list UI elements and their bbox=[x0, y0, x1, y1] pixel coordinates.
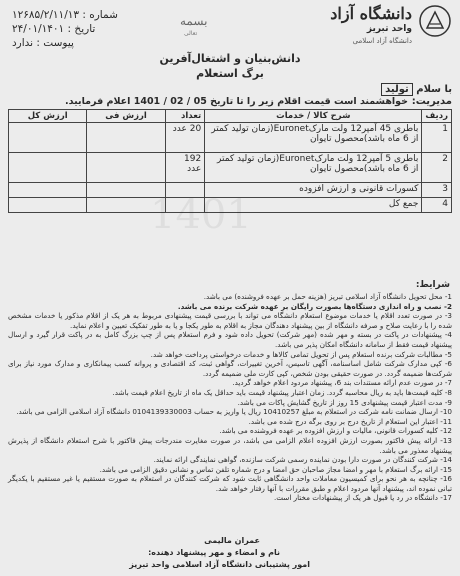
row-index: 1 bbox=[422, 123, 452, 153]
column-header: تعداد bbox=[165, 110, 205, 123]
condition-item: 10- ارسال ضمانت نامه شرکت در استعلام به مبلغ 10410257 ریال یا واریز به حساب 0104139330003 دانشگاه آزاد اسلامی الزامی می باشد. bbox=[16, 407, 452, 417]
column-header: ارزش فی bbox=[87, 110, 165, 123]
condition-item: 6- کپی مدارک شرکت شامل اساسنامه، آگهی تاسیس، آخرین تغییرات، گواهی ثبت، کد اقتصادی و پروانه کسب پیمانکاری و مدارک مورد نیاز برای شرکت‌ها ضمیمه گردد. در صورت حقیقی بودن شخص، کپی کارت ملی ضمیمه گردد. bbox=[8, 359, 452, 378]
support-unit-label: امور پشتیبانی دانشگاه آزاد اسلامی واحد تبریز bbox=[129, 560, 310, 569]
row-quantity: 192 عدد bbox=[165, 153, 205, 183]
condition-item: 15- ارائه برگ استعلام با مهر و امضا مجاز صاحبان حق امضا و درج شماره تلفن تماس و نشانی دقیق الزامی می باشد. bbox=[99, 464, 452, 474]
attachment-label: پیوست : ندارد bbox=[12, 37, 74, 49]
row-index: 2 bbox=[422, 153, 452, 183]
slogan: دانش‌بنیان و اشتغال‌آفرین bbox=[159, 52, 301, 65]
manager-name: عمران مالیمی bbox=[204, 536, 260, 545]
branch-name: واحد تبریز bbox=[366, 24, 412, 34]
condition-item: 1- محل تحویل دانشگاه آزاد اسلامی تبریز (هزینه حمل بر عهده فروشنده) می باشد. bbox=[203, 292, 452, 301]
recipient-line bbox=[381, 84, 452, 95]
row-index: 4 bbox=[422, 198, 452, 213]
number-value: ۱۲۶۸۵/۲/۱۱/۱۳ bbox=[12, 9, 80, 21]
row-total bbox=[9, 183, 87, 198]
condition-item: 16- چنانچه به هر نحو برای کمیسیون معاملات واحد دانشگاهی ثابت شود که شرکت کنندگان در استعلام به صورت مستقیم یا غیر مستقیم با یکدیگر تبانی نموده اند، پیشنهاد آنها مردود اعلام و طبق مقررات با آنها رفتار خواهد شد. bbox=[8, 474, 452, 493]
page-title: برگ استعلام bbox=[196, 67, 264, 80]
request-text: خواهشمند است قیمت اقلام زیر را تا تاریخ 05 / 02 / 1401 اعلام فرمایید. bbox=[65, 96, 408, 107]
table-header-row bbox=[9, 110, 452, 123]
watermark: 1401 bbox=[150, 192, 252, 238]
date-value: ۲۴/۰۱/۱۴۰۱ bbox=[12, 23, 65, 35]
row-total bbox=[9, 198, 87, 213]
condition-item: 5- مطالبات شرکت برنده استعلام پس از تحویل تمامی کالاها و خدمات درخواستی پرداخت خواهد شد. bbox=[150, 349, 452, 359]
document-meta bbox=[12, 8, 152, 50]
row-index: 3 bbox=[422, 183, 452, 198]
condition-item: 13- ارائه پیش فاکتور بصورت ارزش افزوده اعلام الزامی می باشد، در صورت مغایرت مندرجات پیش فاکتور با شرح استعلام دانشگاه از پذیرش پیشنهاد معذور می باشد. bbox=[8, 435, 452, 455]
row-total bbox=[9, 123, 87, 153]
row-description: باطری 5 آمپر12 ولت مارکEuronet(زمان تولید کمتر از 6 ماه باشد)محصول تایوان bbox=[205, 153, 422, 183]
header-stamp: بسمه bbox=[180, 14, 208, 28]
table-row bbox=[9, 123, 452, 153]
row-description: کسورات قانونی و ارزش افزوده bbox=[205, 183, 422, 198]
university-subtitle: دانشگاه آزاد اسلامی bbox=[352, 37, 412, 45]
condition-item: 7- در صورت عدم ارائه مستندات بند 6، پیشنهاد مردود اعلام خواهد گردید. bbox=[232, 378, 452, 388]
condition-item: 4- پیشنهادات در پاکت در بسته و مهر شده (مهر شرکت) تحویل داده شود و فرم استعلام پس از چپ بزرگ کامل به در پاکت قرار گیرد و ارسال پیشنهاد قیمت فقط از سامانه دانشگاه امکان پذیر می باشد. bbox=[8, 330, 452, 349]
date-label: تاریخ : bbox=[67, 23, 96, 35]
condition-item: 8- کلیه قیمت‌ها باید به ریال محاسبه گردد. زمان اعتبار پیشنهاد قیمت باید حداقل یک ماه از تاریخ اعلام قیمت باشد. bbox=[112, 387, 452, 397]
condition-item: 2- نصب و راه اندازی دستگاه‌ها بصورت رایگان بر عهده شرکت برنده می باشد. bbox=[177, 301, 452, 311]
conditions-title: شرایط: bbox=[415, 280, 450, 290]
row-total bbox=[9, 153, 87, 183]
conditions-list bbox=[8, 292, 452, 503]
condition-item: 17- دانشگاه در رد یا قبول هر یک از پیشنهادات مختار است. bbox=[273, 493, 452, 503]
column-header: شرح کالا / خدمات bbox=[205, 110, 422, 123]
row-description: جمع کل bbox=[205, 198, 422, 213]
row-unit-price bbox=[87, 123, 165, 153]
row-description: باطری 45 آمپر12 ولت مارکEuronet(زمان تولید کمتر از 6 ماه باشد)محصول تایوان bbox=[205, 123, 422, 153]
university-name: دانشگاه آزاد bbox=[330, 4, 412, 23]
table-row bbox=[9, 153, 452, 183]
condition-item: 14- شرکت کنندگان در صورت دارا بودن نماینده رسمی شرکت سازنده، گواهی نمایندگی ارائه نمایند. bbox=[153, 455, 452, 465]
recipient-name: تولید bbox=[381, 83, 413, 96]
row-unit-price bbox=[87, 153, 165, 183]
condition-item: 12- کلیه کسورات قانونی، مالیات و ارزش افزوده بر عهده فروشنده می باشد. bbox=[219, 426, 452, 436]
column-header: ارزش کل bbox=[9, 110, 87, 123]
university-logo-icon bbox=[418, 4, 452, 38]
greeting: با سلام bbox=[416, 84, 452, 95]
row-quantity: 20 عدد bbox=[165, 123, 205, 153]
seller-signature-label: نام و امضاء و مهر پیشنهاد دهنده: bbox=[148, 548, 280, 557]
number-label: شماره : bbox=[82, 9, 118, 21]
column-header: ردیف bbox=[422, 110, 452, 123]
condition-item: 9- مدت اعتبار قیمت پیشنهادی 15 روز از تاریخ گشایش پاکات می باشد. bbox=[237, 397, 452, 407]
header-stamp-sub: تعالی bbox=[184, 30, 198, 37]
condition-item: 3- در صورت تعدد اقلام یا خدمات موضوع استعلام دانشگاه می تواند با بررسی قیمت پیشنهادی مربوط به هر یک از اقلام مذکور یا خدمات مشخص شده را با رعایت صلاح و صرفه دانشگاه از بین پیشنهاد دهندگان مجاز به اقلام به طور یکجا و یا به طور تفکیک تعیین و اعلام نماید. bbox=[8, 311, 452, 330]
addressee: مدیریت: bbox=[411, 96, 452, 107]
condition-item: 11- اعتبار این استعلام از تاریخ درج بر روی برگه درج شده می باشد. bbox=[248, 416, 452, 426]
